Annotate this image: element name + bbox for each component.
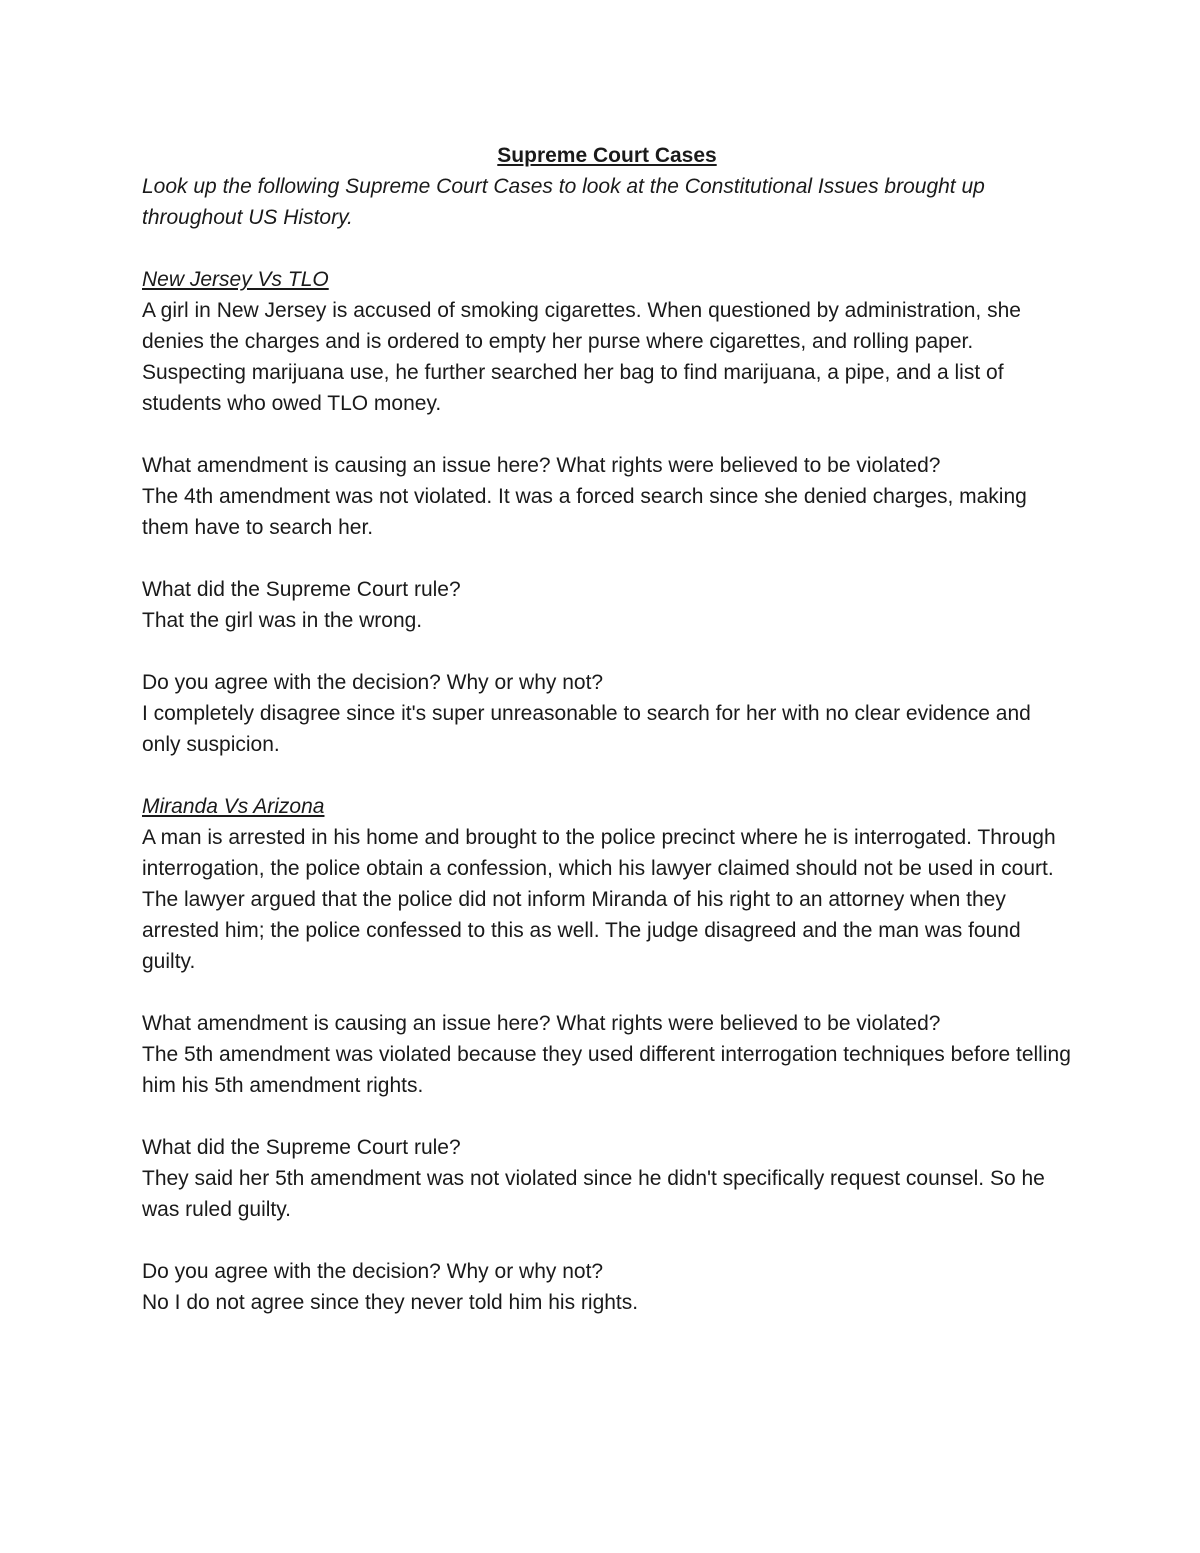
question-opinion: Do you agree with the decision? Why or why not? — [142, 1260, 604, 1283]
question-ruling: What did the Supreme Court rule? — [142, 578, 461, 601]
spacer — [142, 233, 1072, 264]
answer-amendment: The 4th amendment was not violated. It was a forced search since she denied charges, making them have to search her. — [142, 485, 1027, 539]
question-ruling: What did the Supreme Court rule? — [142, 1136, 461, 1159]
document-title: Supreme Court Cases — [497, 144, 717, 167]
case-title: New Jersey Vs TLO — [142, 268, 329, 291]
spacer — [142, 543, 1072, 574]
case-miranda-vs-arizona — [142, 791, 1072, 1318]
case-new-jersey-vs-tlo — [142, 264, 1072, 760]
spacer — [142, 419, 1072, 450]
spacer — [142, 1101, 1072, 1132]
spacer — [142, 636, 1072, 667]
answer-ruling: They said her 5th amendment was not violated since he didn't specifically request counsel. So he was ruled guilty. — [142, 1167, 1045, 1221]
question-amendment: What amendment is causing an issue here? What rights were believed to be violated? — [142, 454, 941, 477]
document-intro: Look up the following Supreme Court Cases to look at the Constitutional Issues brought up throughout US History. — [142, 175, 985, 229]
question-amendment: What amendment is causing an issue here? What rights were believed to be violated? — [142, 1012, 941, 1035]
case-description: A girl in New Jersey is accused of smoking cigarettes. When questioned by administration, she denies the charges and is ordered to empty her purse where cigarettes, and rolling paper. Suspecting marijuana use, he further searched her bag to find marijuana, a pipe, and a list of students who owed TLO money. — [142, 299, 1021, 415]
document-body — [142, 140, 1072, 1318]
spacer — [142, 977, 1072, 1008]
answer-opinion: I completely disagree since it's super unreasonable to search for her with no clear evidence and only suspicion. — [142, 702, 1031, 756]
answer-ruling: That the girl was in the wrong. — [142, 609, 423, 632]
spacer — [142, 1225, 1072, 1256]
case-description: A man is arrested in his home and brought to the police precinct where he is interrogated. Through interrogation, the police obtain a confession, which his lawyer claimed should not be used in court. The lawyer argued that the police did not inform Miranda of his right to an attorney when they arrested him; the police confessed to this as well. The judge disagreed and the man was found guilty. — [142, 826, 1056, 973]
spacer — [142, 760, 1072, 791]
answer-opinion: No I do not agree since they never told him his rights. — [142, 1291, 639, 1314]
case-title: Miranda Vs Arizona — [142, 795, 325, 818]
question-opinion: Do you agree with the decision? Why or why not? — [142, 671, 604, 694]
answer-amendment: The 5th amendment was violated because they used different interrogation techniques before telling him his 5th amendment rights. — [142, 1043, 1071, 1097]
